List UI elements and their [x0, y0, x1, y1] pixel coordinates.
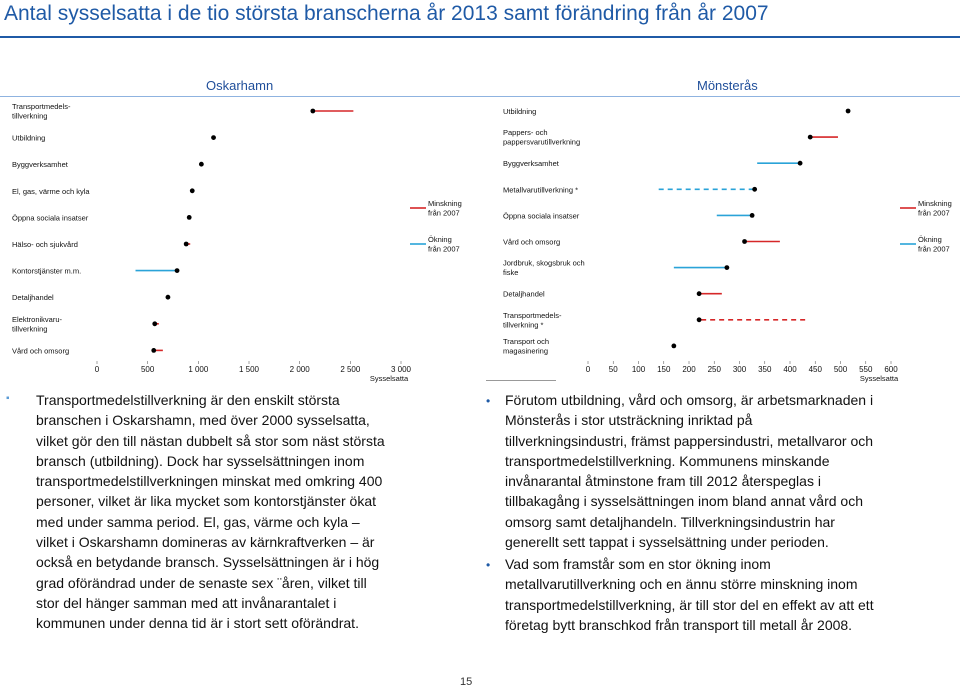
left-line: transportmedelstillverkningen minskat med omkring 400 — [36, 473, 383, 490]
x-tick-label: 350 — [758, 365, 772, 374]
category-label: Transport och magasinering — [503, 336, 549, 356]
category-label: Byggverksamhet — [12, 160, 68, 170]
data-point — [187, 215, 192, 220]
legend-label: Minskning från 2007 — [428, 199, 462, 218]
x-tick-label: 2 000 — [289, 365, 310, 374]
x-tick-label: 100 — [631, 365, 646, 374]
category-label: Utbildning — [12, 133, 46, 143]
category-label: Hälso- och sjukvård — [12, 240, 78, 249]
x-axis-label: Sysselsatta — [859, 374, 899, 383]
data-point — [808, 135, 813, 140]
category-label: Vård och omsorg — [503, 237, 561, 247]
right-line: transportmedelstillverkning. Kommunens minskande — [505, 452, 830, 469]
data-point — [846, 109, 851, 114]
left-line: också en betydande bransch. Sysselsättningen är i hög — [36, 554, 380, 571]
left-line: grad oförändrad under de senaste sex ¨åren, vilket till — [36, 574, 367, 591]
left-line: branschen i Oskarshamn, med över 2000 sysselsatta, — [36, 412, 370, 429]
x-tick-label: 550 — [859, 365, 873, 374]
left-line: bransch (utbildning). Dock har sysselsättningen inom — [36, 452, 365, 469]
x-tick-label: 500 — [833, 365, 848, 374]
category-label: Pappers- och pappersvarutillverkning — [503, 128, 581, 147]
data-point — [151, 348, 156, 353]
legend-label: Minskning från 2007 — [918, 199, 952, 218]
page-title: Antal sysselsatta i de tio största branscherna år 2013 samt förändring från år 2007 — [4, 2, 769, 25]
category-label: Vård och omsorg — [12, 346, 70, 356]
data-point — [724, 265, 729, 270]
x-tick-label: 0 — [585, 365, 591, 374]
legend-label: Ökning från 2007 — [428, 235, 460, 254]
category-label: El, gas, värme och kyla — [12, 186, 90, 196]
x-tick-label: 400 — [783, 365, 797, 374]
category-label: Metallvarutillverkning * — [503, 185, 579, 195]
category-label: Elektronikvaru-tillverkning — [12, 314, 63, 334]
bullet-icon: • — [486, 394, 491, 408]
x-tick-label: 1 500 — [238, 365, 260, 374]
x-tick-label: 1 000 — [188, 365, 209, 374]
data-point — [190, 188, 195, 193]
x-tick-label: 200 — [682, 365, 696, 374]
data-point — [750, 213, 755, 218]
left-line: med under samma period. El, gas, värme och kyla – — [36, 513, 360, 530]
data-point — [742, 239, 747, 244]
right-line: företag bytt branschkod från transport till metall år 2008. — [505, 616, 853, 633]
data-point — [697, 317, 702, 322]
right-line: Mönsterås i stor utsträckning inriktad på — [505, 412, 753, 429]
x-tick-label: 0 — [94, 365, 100, 374]
data-point — [697, 291, 702, 296]
bullet-icon: • — [486, 558, 491, 572]
x-tick-label: 3 000 — [390, 365, 412, 374]
right-line: Vad som framstår som en stor ökning inom — [505, 556, 771, 572]
data-point — [199, 162, 204, 167]
data-point — [310, 109, 315, 114]
x-tick-label: 50 — [608, 365, 618, 374]
chart-title-monsteras: Mönsterås — [697, 78, 758, 93]
category-label: Detaljhandel — [12, 293, 54, 303]
category-label: Transportmedels-tillverkning — [12, 102, 71, 121]
x-tick-label: 300 — [732, 365, 747, 374]
category-label: Öppna sociala insatser — [12, 213, 89, 223]
left-line: stor del hänger samman med att invånarantalet i — [36, 594, 337, 611]
separator-line — [486, 380, 556, 381]
data-point — [752, 187, 757, 192]
left-paragraph — [36, 390, 476, 634]
left-line: vilket gör den till nästan dubbelt så stor som näst största — [36, 432, 385, 449]
category-label: Transportmedels-tillverkning * — [503, 310, 562, 330]
data-point — [211, 135, 216, 140]
x-tick-label: 2 500 — [340, 365, 361, 374]
left-line: Transportmedelstillverkning är den enskilt största — [36, 392, 340, 408]
right-line: invånarantal åtminstone fram till 2012 återspeglas i — [505, 473, 821, 490]
square-bullet-icon: ▪ — [6, 393, 10, 404]
right-line: generellt sett tappat i sysselsättning under perioden. — [505, 534, 829, 551]
chart-title-oskarhamn: Oskarhamn — [206, 78, 274, 93]
data-point — [152, 321, 157, 326]
right-line: Förutom utbildning, vård och omsorg, är arbetsmarknaden i — [505, 392, 874, 408]
right-line: tillbakagång i sysselsättningen inom bland annat vård och — [505, 493, 864, 510]
right-paragraph-1 — [505, 390, 955, 552]
right-line: tillverkningsindustri, främst pappersindustri, metallvaror och — [505, 432, 874, 449]
category-label: Byggverksamhet — [503, 159, 559, 169]
left-line: vilket i Oskarshamn domineras av kärnkraftverken – är — [36, 534, 375, 551]
right-line: metallvarutillverkning och en ännu större minskning inom — [505, 576, 858, 593]
data-point — [671, 344, 676, 349]
category-label: Utbildning — [503, 107, 537, 116]
data-point — [184, 242, 189, 247]
x-tick-label: 450 — [808, 365, 822, 374]
right-paragraph-2 — [505, 554, 955, 635]
left-line: personer, vilket är lika mycket som kontorstjänster ökat — [36, 493, 377, 510]
legend-label: Ökning från 2007 — [918, 235, 950, 254]
category-label: Kontorstjänster m.m. — [12, 266, 82, 276]
data-point — [175, 268, 180, 273]
right-line: transportmedelstillverkning, är till stor del en effekt av att ett — [505, 596, 874, 613]
page-number: 15 — [460, 676, 473, 688]
category-label: Jordbruk, skogsbruk och fiske — [503, 258, 585, 278]
left-line: kommunen under denna tid är i stort sett oförändrat. — [36, 615, 359, 632]
data-point — [798, 161, 803, 166]
x-tick-label: 500 — [140, 365, 155, 374]
x-tick-label: 600 — [884, 365, 898, 374]
x-tick-label: 150 — [657, 365, 671, 374]
x-axis-label: Sysselsatta — [369, 374, 409, 383]
data-point — [166, 295, 171, 300]
x-tick-label: 250 — [707, 365, 721, 374]
category-label: Öppna sociala insatser — [503, 211, 580, 221]
category-label: Detaljhandel — [503, 289, 545, 299]
right-line: omsorg samt detaljhandeln. Tillverkningsindustrin har — [505, 513, 835, 530]
